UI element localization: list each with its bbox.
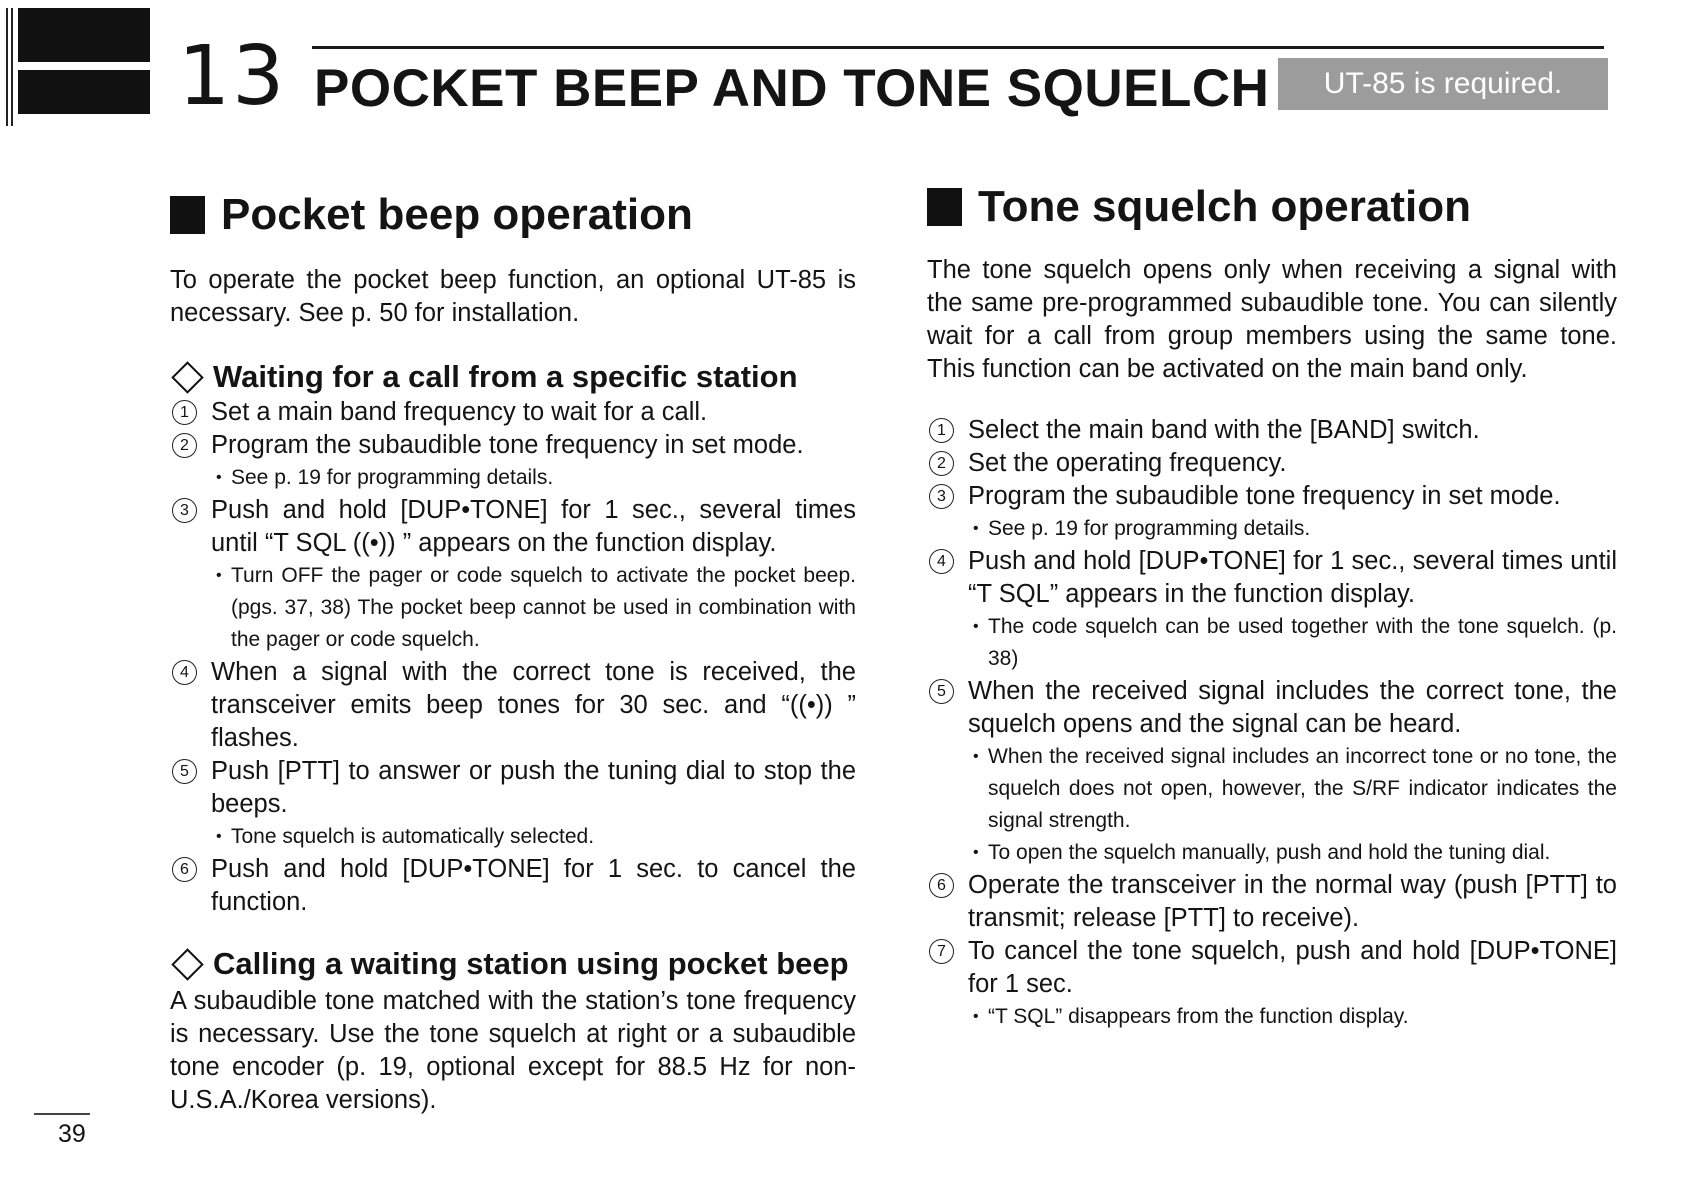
step-5 [927,675,1617,741]
step-6 [170,853,856,919]
footer-rule [34,1113,90,1115]
step-text: Set a main band frequency to wait for a call. [211,398,708,426]
note-text: Turn OFF the pager or code squelch to activate the pocket beep. (pgs. 37, 38) The pocket beep cannot be used in combination with the pager or code squelch. [231,564,856,651]
circled-number: 3 [172,498,197,523]
section-heading-tone-squelch [927,182,1617,232]
circled-number: 1 [929,418,954,443]
chapter-tab-top [18,8,150,62]
step-text: Push and hold [DUP•TONE] for 1 sec., several times until “T SQL” appears in the function display. [968,547,1617,608]
circled-number: 6 [929,873,954,898]
pocket-beep-intro: To operate the pocket beep function, an optional UT-85 is necessary. See p. 50 for installation. [170,266,856,327]
section-heading-text: Tone squelch operation [978,182,1472,231]
note-text: When the received signal includes an incorrect tone or no tone, the squelch does not open, however, the S/RF indicator indicates the signal strength. [988,745,1617,832]
step-4 [170,656,856,755]
note-text: “T SQL” disappears from the function display. [988,1005,1409,1028]
circled-number: 5 [929,679,954,704]
note [170,821,856,853]
section-heading-text: Pocket beep operation [221,190,693,239]
step-text: Push and hold [DUP•TONE] for 1 sec. to cancel the function. [211,855,856,916]
header-rule [312,46,1604,49]
step-3 [927,480,1617,513]
chapter-tab-bottom [18,70,150,114]
pocket-beep-column [170,190,856,1117]
subheading-calling [170,945,856,983]
step-text: When the received signal includes the correct tone, the squelch opens and the signal can be heard. [968,677,1617,738]
step-text: When a signal with the correct tone is received, the transceiver emits beep tones for 30 sec. and “((•)) ” flashes. [211,658,856,752]
circled-number: 3 [929,484,954,509]
diamond-icon [171,361,204,394]
note-text: See p. 19 for programming details. [231,466,554,489]
tone-squelch-intro: The tone squelch opens only when receiving a signal with the same pre-programmed subaudible tone. You can silently wait for a call from group members using the same tone. This function can be activated on the main band only. [927,256,1617,383]
note [170,462,856,494]
step-text: Push [PTT] to answer or push the tuning dial to stop the beeps. [211,757,856,818]
step-6 [927,869,1617,935]
edge-line [6,8,8,126]
circled-number: 4 [929,549,954,574]
note-text: To open the squelch manually, push and hold the tuning dial. [988,841,1551,864]
chapter-title: POCKET BEEP AND TONE SQUELCH [314,59,1270,118]
step-1 [927,414,1617,447]
step-7 [927,935,1617,1001]
note [927,1001,1617,1033]
note [927,741,1617,837]
step-2 [927,447,1617,480]
section-heading-pocket-beep [170,190,856,240]
circled-number: 2 [929,451,954,476]
circled-number: 2 [172,433,197,458]
step-4 [927,545,1617,611]
circled-number: 4 [172,660,197,685]
step-text: Select the main band with the [BAND] switch. [968,416,1480,444]
bullet-dot-icon: • [216,828,222,845]
step-text: Program the subaudible tone frequency in set mode. [968,482,1561,510]
note-text: See p. 19 for programming details. [988,517,1311,540]
circled-number: 7 [929,939,954,964]
square-bullet-icon [927,188,962,226]
note [927,611,1617,675]
bullet-dot-icon: • [973,618,979,635]
bullet-dot-icon: • [973,1008,979,1025]
note [927,513,1617,545]
calling-text: A subaudible tone matched with the station’s tone frequency is necessary. Use the tone squelch at right or a subaudible tone encoder (p. 19, optional except for 88.5 Hz for non-U.S.A./Korea versions). [170,987,856,1114]
step-1 [170,396,856,429]
page-number: 39 [58,1120,86,1148]
note [170,560,856,656]
bullet-dot-icon: • [973,844,979,861]
requirement-badge: UT-85 is required. [1278,58,1608,110]
step-5 [170,755,856,821]
note-text: Tone squelch is automatically selected. [231,825,595,848]
tone-squelch-column [927,182,1617,1033]
step-2 [170,429,856,462]
step-text: Operate the transceiver in the normal way (push [PTT] to transmit; release [PTT] to receive). [968,871,1617,932]
step-text: Set the operating frequency. [968,449,1287,477]
note [927,837,1617,869]
edge-line [11,8,13,126]
subheading-text: Waiting for a call from a specific station [213,359,798,394]
step-3 [170,494,856,560]
circled-number: 1 [172,400,197,425]
bullet-dot-icon: • [216,567,222,584]
bullet-dot-icon: • [216,469,222,486]
diamond-icon [171,948,204,981]
step-text: Push and hold [DUP•TONE] for 1 sec., several times until “T SQL ((•)) ” appears on the function display. [211,496,856,557]
bullet-dot-icon: • [973,748,979,765]
bullet-dot-icon: • [973,520,979,537]
step-text: To cancel the tone squelch, push and hold [DUP•TONE] for 1 sec. [968,937,1617,998]
square-bullet-icon [170,196,205,234]
circled-number: 6 [172,857,197,882]
step-text: Program the subaudible tone frequency in set mode. [211,431,804,459]
note-text: The code squelch can be used together with the tone squelch. (p. 38) [988,615,1617,670]
chapter-number: 13 [178,29,287,124]
subheading-waiting [170,358,856,396]
circled-number: 5 [172,759,197,784]
subheading-text: Calling a waiting station using pocket beep [213,946,849,981]
